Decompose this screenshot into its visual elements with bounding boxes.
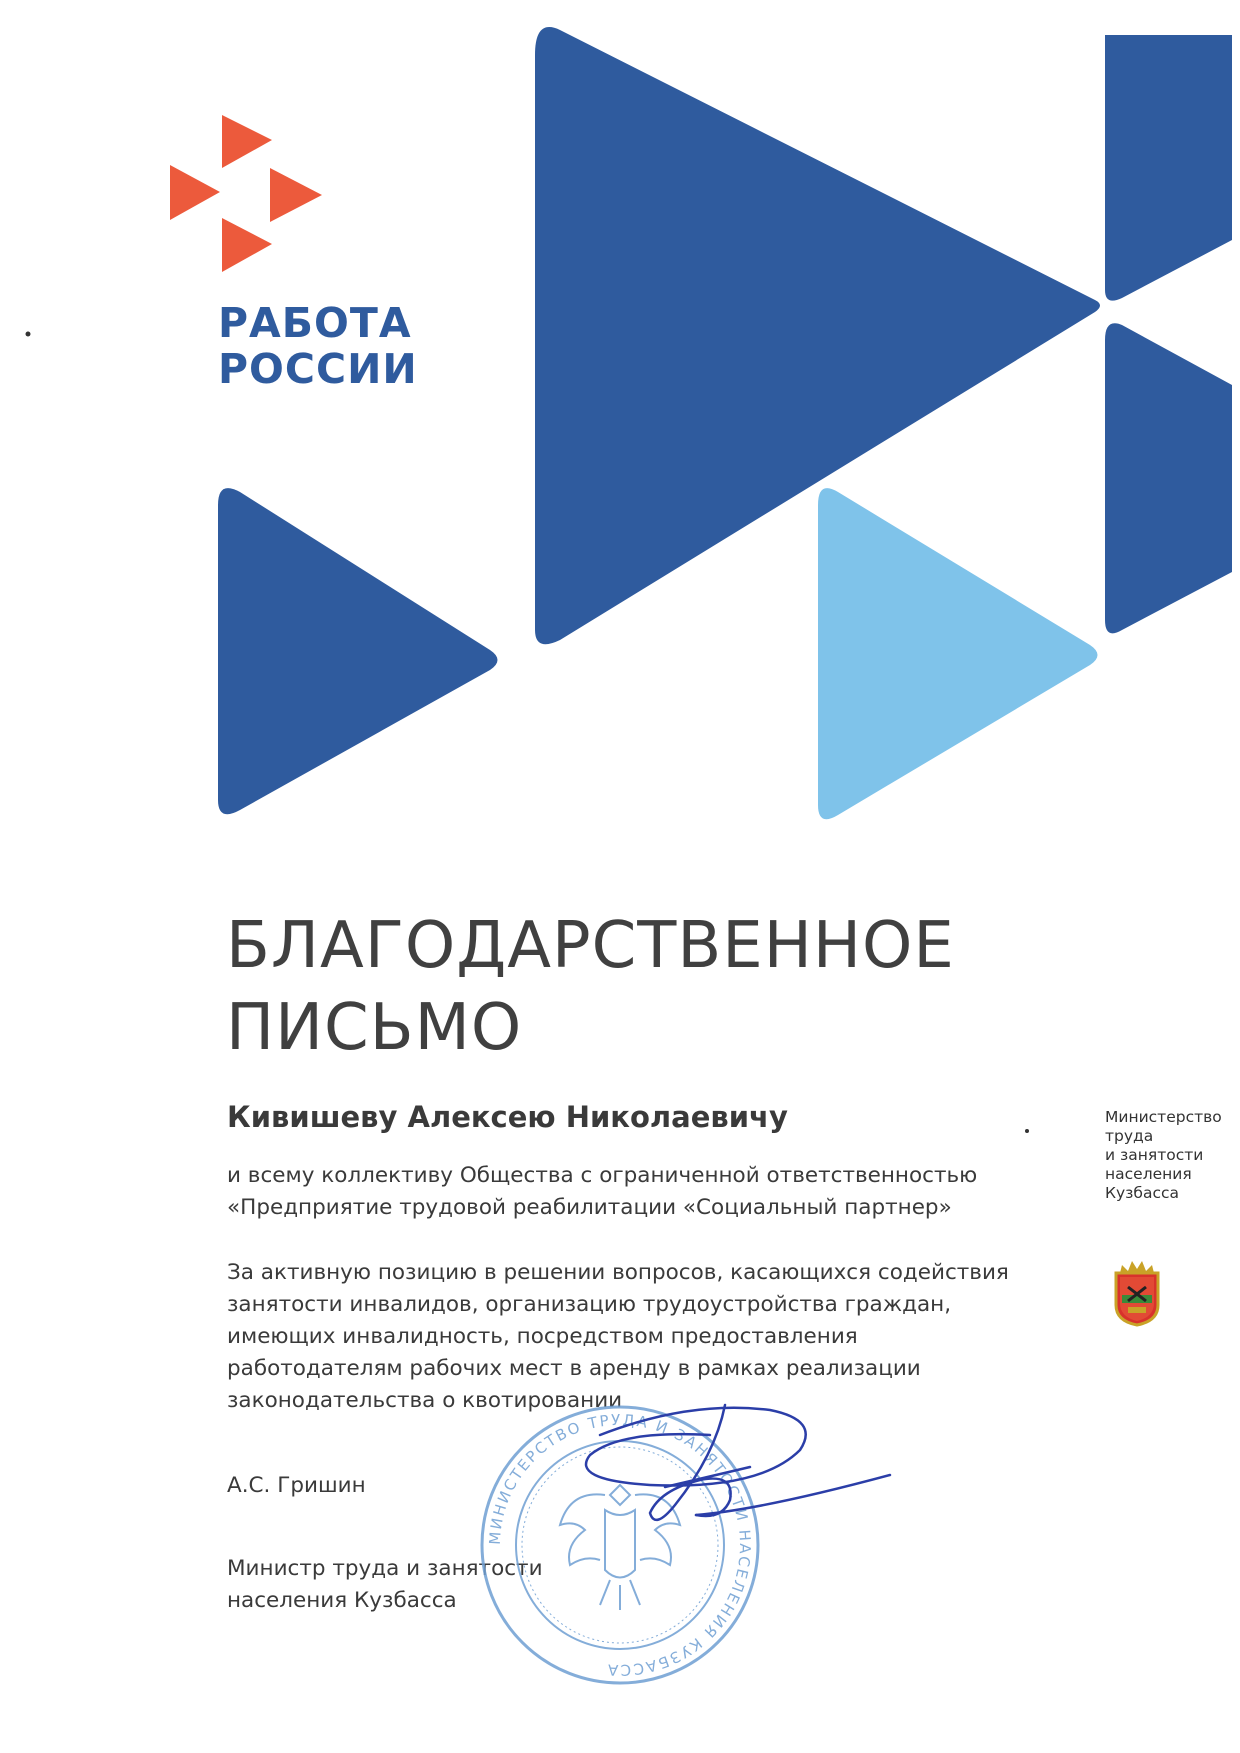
logo-line-1: РАБОТА <box>218 299 412 347</box>
signer-position-line-2: населения Кузбасса <box>227 1588 457 1613</box>
ministry-block <box>1105 1108 1222 1203</box>
reason-block <box>227 1257 1009 1417</box>
logo-triangle-bottom <box>222 218 272 272</box>
light-blue-triangle <box>818 488 1098 819</box>
stamp-ring-text: МИНИСТЕРСТВО ТРУДА И ЗАНЯТОСТИ НАСЕЛЕНИЯ КУЗБАССА <box>485 1410 755 1680</box>
paper-dot <box>26 332 31 337</box>
paper-dot <box>1025 1129 1029 1133</box>
bottom-left-triangle <box>218 488 498 814</box>
logo-text <box>218 300 418 392</box>
svg-text:МИНИСТЕРСТВО ТРУДА И ЗАНЯТОСТИ <box>486 1411 754 1679</box>
ministry-line-1: Министерство <box>1105 1108 1222 1126</box>
stamp-and-signature <box>460 1395 900 1695</box>
signer-name-block <box>227 1470 366 1502</box>
title-line-2: ПИСЬМО <box>226 991 523 1065</box>
ministry-line-2: труда <box>1105 1127 1154 1145</box>
coat-of-arms-icon <box>1108 1255 1166 1327</box>
logo-line-2: РОССИИ <box>218 345 418 393</box>
middle-right-triangle <box>1105 323 1232 633</box>
addressee-block <box>227 1160 977 1224</box>
title-line-1: БЛАГОДАРСТВЕННОЕ <box>226 909 955 983</box>
logo-triangle-top <box>222 115 272 168</box>
document-title <box>226 905 955 1069</box>
signer-position-line-1: Министр труда и занятости <box>227 1556 543 1581</box>
logo-triangle-right <box>270 168 322 222</box>
signer-name: А.С. Гришин <box>227 1473 366 1498</box>
recipient-name: Кивишеву Алексею Николаевичу <box>227 1100 788 1134</box>
reason-line-2: занятости инвалидов, организацию трудоустройства граждан, <box>227 1292 952 1317</box>
reason-line-5: законодательства о квотировании <box>227 1388 623 1413</box>
ministry-line-5: Кузбасса <box>1105 1184 1180 1202</box>
logo-triangle-left <box>170 165 220 220</box>
reason-line-4: работодателям рабочих мест в аренду в рамках реализации <box>227 1356 921 1381</box>
addressee-line-1: и всему коллективу Общества с ограниченной ответственностью <box>227 1163 978 1188</box>
ministry-line-4: населения <box>1105 1165 1192 1183</box>
reason-line-1: За активную позицию в решении вопросов, касающихся содействия <box>227 1260 1009 1285</box>
reason-line-3: имеющих инвалидность, посредством предоставления <box>227 1324 858 1349</box>
logo-mark <box>170 115 322 272</box>
eagle-emblem <box>560 1485 680 1610</box>
top-right-triangle <box>1105 35 1232 301</box>
large-dark-triangle <box>535 27 1100 644</box>
ministry-line-3: и занятости <box>1105 1146 1204 1164</box>
addressee-line-2: «Предприятие трудовой реабилитации «Социальный партнер» <box>227 1195 952 1220</box>
official-stamp <box>482 1407 758 1683</box>
